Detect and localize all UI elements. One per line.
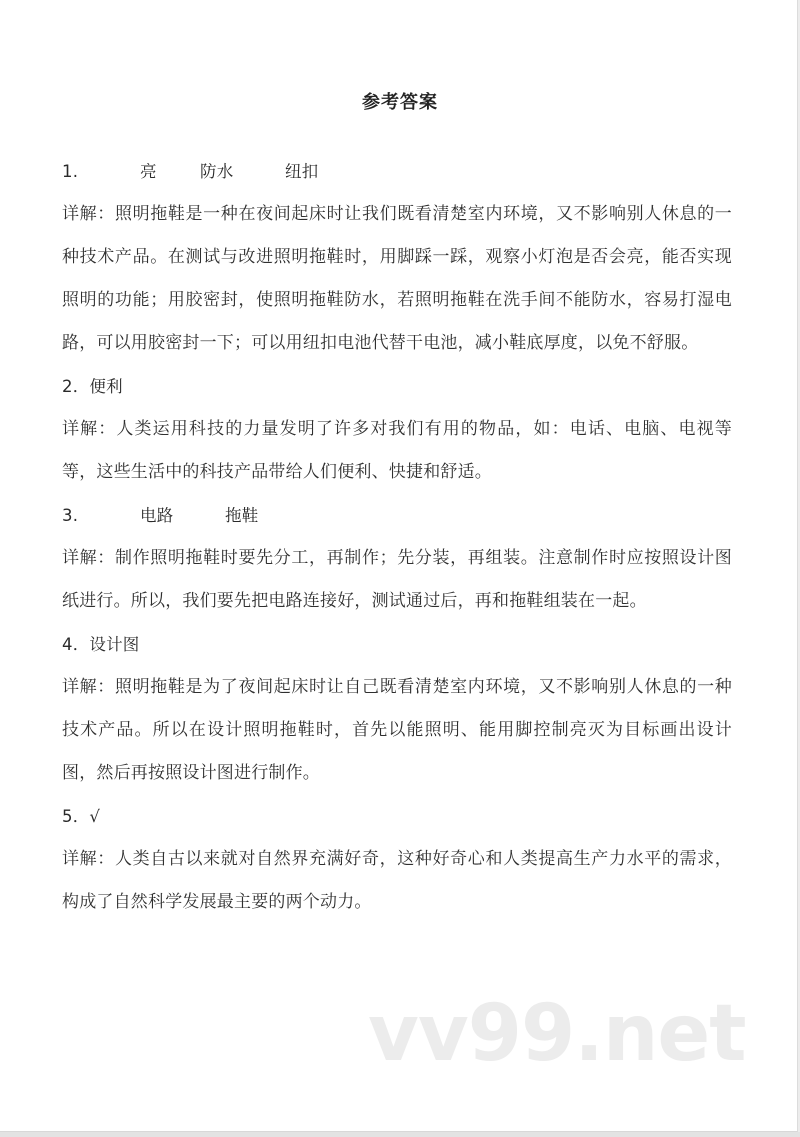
answer-5-value: √ — [89, 807, 101, 826]
detail-text: 制作照明拖鞋时要先分工，再制作；先分装，再组装。注意制作时应按照设计图纸进行。所以，我们要先把电路连接好，测试通过后，再和拖鞋组装在一起。 — [62, 548, 732, 611]
answer-5-number: 5． — [62, 807, 90, 826]
watermark: vv99.net — [368, 989, 746, 1079]
answer-4-value: 设计图 — [89, 635, 140, 654]
answer-5-line — [62, 795, 732, 838]
answer-3-blank-2: 拖鞋 — [225, 506, 259, 525]
detail-label: 详解： — [62, 849, 115, 869]
detail-text: 照明拖鞋是为了夜间起床时让自己既看清楚室内环境，又不影响别人休息的一种技术产品。所以在设计照明拖鞋时，首先以能照明、能用脚控制亮灭为目标画出设计图，然后再按照设计图进行制作。 — [62, 677, 732, 783]
answer-1-blank-2: 防水 — [200, 162, 234, 181]
answer-4-detail — [62, 666, 732, 795]
answer-2-detail — [62, 408, 732, 494]
page-title: 参考答案 — [362, 92, 438, 113]
answer-2-number: 2． — [62, 377, 90, 396]
answer-content — [62, 150, 732, 924]
answer-1-line — [62, 150, 732, 193]
answer-3-number: 3. — [62, 506, 79, 525]
answer-1-number: 1. — [62, 162, 79, 181]
detail-label: 详解： — [62, 548, 115, 568]
answer-4-number: 4． — [62, 635, 90, 654]
detail-text: 照明拖鞋是一种在夜间起床时让我们既看清楚室内环境，又不影响别人休息的一种技术产品。在测试与改进照明拖鞋时，用脚踩一踩，观察小灯泡是否会亮，能否实现照明的功能；用胶密封，使照明拖鞋防水，若照明拖鞋在洗手间不能防水，容易打湿电路，可以用胶密封一下；可以用纽扣电池代替干电池，减小鞋底厚度，以免不舒服。 — [62, 204, 732, 353]
page-edge-bottom — [0, 1132, 800, 1137]
answer-3-blank-1: 电路 — [140, 506, 174, 525]
detail-label: 详解： — [62, 204, 115, 224]
answer-2-line — [62, 365, 732, 408]
detail-text: 人类自古以来就对自然界充满好奇，这种好奇心和人类提高生产力水平的需求，构成了自然科学发展最主要的两个动力。 — [62, 849, 732, 912]
answer-3-detail — [62, 537, 732, 623]
answer-3-line — [62, 494, 732, 537]
answer-1-blank-1: 亮 — [140, 162, 157, 181]
answer-1-blank-3: 纽扣 — [285, 162, 319, 181]
answer-4-line — [62, 623, 732, 666]
answer-5-detail — [62, 838, 732, 924]
answer-2-value: 便利 — [89, 377, 123, 396]
detail-label: 详解： — [62, 677, 115, 697]
answer-1-detail — [62, 193, 732, 365]
detail-label: 详解： — [62, 419, 117, 439]
detail-text: 人类运用科技的力量发明了许多对我们有用的物品，如：电话、电脑、电视等等，这些生活中的科技产品带给人们便利、快捷和舒适。 — [62, 419, 732, 482]
